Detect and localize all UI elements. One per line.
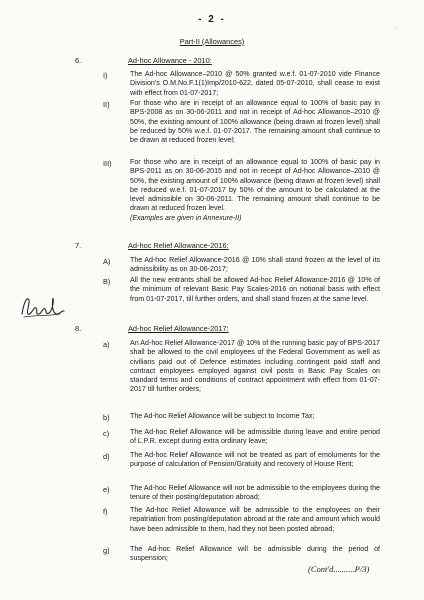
item-text: The Ad-hoc Relief Allowance will be admissible during leave and entire period of L.P.R. except during extra ordinary leave;: [130, 428, 380, 446]
item-label: d): [103, 452, 110, 461]
item-text: The Ad-hoc Relief Allowance-2016 @ 10% shall stand frozen at the level of its admissibility as on 30-06-2017;: [130, 256, 380, 274]
item-text: All the new entrants shall be allowed Ad-hoc Relief Allowance-2016 @ 10% of the minimum of relevant Basic Pay Scales-2016 on notional basis with effect from 01-07-2017, till further orders, and shall stand frozen at the same level.: [130, 276, 380, 303]
handwritten-signature: [18, 292, 66, 327]
item-label: c): [103, 429, 110, 438]
section-number: 8.: [75, 324, 82, 333]
margin-mark: ': [396, 28, 398, 34]
item-label: B): [103, 277, 111, 286]
section-number: 6.: [75, 56, 82, 65]
item-text: The Ad-hoc Relief Allowance will not be treated as part of emoluments for the purpose of calculation of Pension/Gratuity and recovery of House Rent;: [130, 451, 380, 469]
section-title: Ad-hoc Relief Allowance-2017:: [128, 324, 229, 333]
item-label: e): [103, 485, 110, 494]
item-text: The Ad-hoc Relief Allowance will be admissible during the period of suspension;: [130, 545, 380, 563]
item-text: For those who are in receipt of an allowance equal to 100% of basic pay in BPS-2011 as on 30-06-2015 and not in receipt of Ad-hoc Allowance–2010 @ 50%, the existing amount of 100% allowance (being drawn at frozen level) shall be reduced w.e.f. 01-07-2017 by 50% of the amount to be calculated at the level admissible on 30-06-2011. The remaining amount shall continue to be drawn at reduced frozen level.: [130, 158, 380, 213]
item-text: The Ad-hoc Relief Allowance will not be admissible to the employees during the tenure of their posting/deputation abroad;: [130, 484, 380, 502]
item-label: A): [103, 257, 111, 266]
item-text: The Ad-hoc Relief Allowance will be admissible to the employees on their repatriation from posting/deputation abroad at the rate and amount which would have been admissible to them, had they not been posted abroad;: [130, 506, 380, 533]
item-text: For those who are in receipt of an allowance equal to 100% of basic pay in BPS-2008 as on 30-06-2011 and not in receipt of Ad-hoc Allowance–2010 @ 50%, the existing amount of 100% allowance (being drawn at frozen level) shall be reduced by 50% w.e.f. 01-07-2017. The remaining amount shall continue to be drawn at reduced frozen level;: [130, 99, 380, 145]
item-label: I): [103, 71, 108, 80]
item-text: The Ad-hoc Allowance–2010 @ 50% granted w.e.f. 01-07-2010 vide Finance Division's O.M.No.F.1(1)Imp/2010-622, dated 05-07-2010, shall cease to exist with effect from 01-07-2017;: [130, 70, 380, 97]
item-text: An Ad-hoc Relief Allowance-2017 @ 10% of the running basic pay of BPS-2017 shall be allowed to the civil employees of the Federal Government as well as civilians paid out of Defence estimates including contingent paid staff and contract employees employed against civil posts in Basic Pay Scales on standard terms and conditions of contract appointment with effect from 01-07-2017 till further orders;: [130, 339, 380, 394]
item-text: The Ad-hoc Relief Allowance will be subject to Income Tax;: [130, 412, 315, 420]
item-label: b): [103, 413, 110, 422]
item-label: a): [103, 340, 110, 349]
section-title: Ad-hoc Relief Allowance-2016:: [128, 241, 229, 250]
example-note: (Examples are given in Annexure-II): [130, 215, 242, 222]
section-number: 7.: [75, 241, 82, 250]
page-number: - 2 -: [198, 14, 226, 25]
item-label: II): [103, 100, 110, 109]
item-label: f): [103, 507, 108, 516]
part-title: Part-II (Allowances): [179, 37, 245, 46]
item-label: III): [103, 159, 112, 168]
continued-note: (Cont'd..........P/3): [308, 564, 370, 574]
section-title: Ad-hoc Allowance - 2010:: [128, 56, 212, 65]
item-label: g): [103, 546, 110, 555]
